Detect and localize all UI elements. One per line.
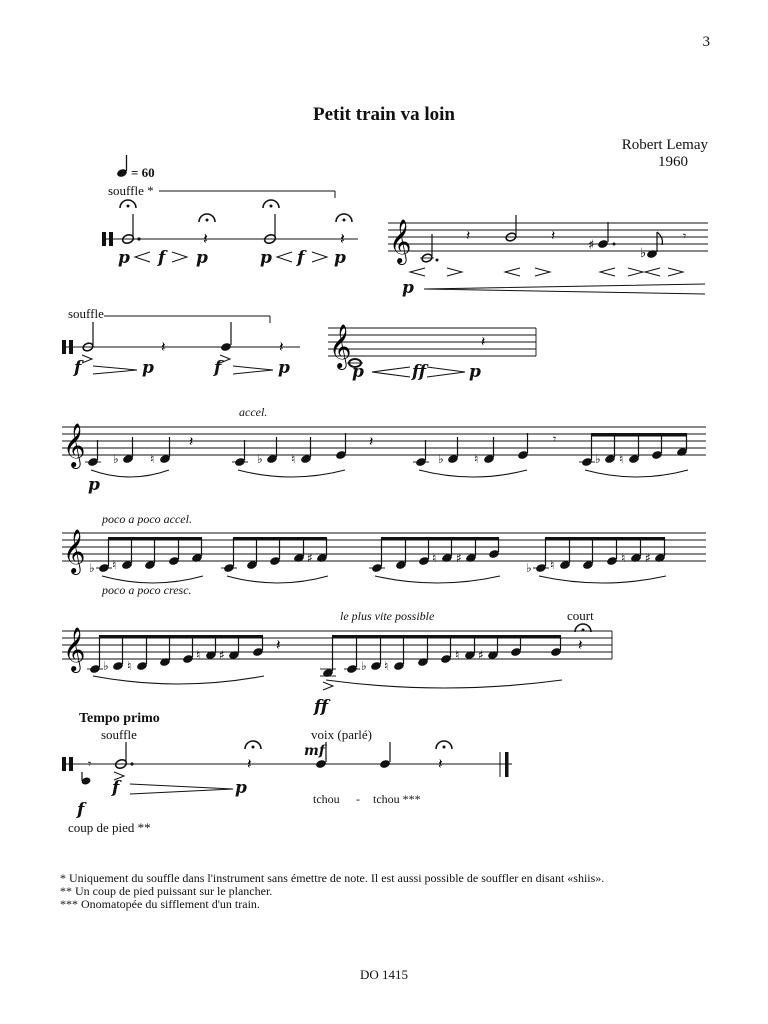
- dynamic: f: [74, 358, 82, 378]
- svg-text:♮: ♮: [384, 659, 389, 673]
- quarter-rest: 𝄽: [276, 636, 281, 654]
- system-3: [62, 423, 706, 477]
- treble-clef-icon: 𝄞: [63, 529, 86, 573]
- dynamic: ff: [314, 697, 329, 717]
- quarter-note: [595, 452, 616, 466]
- quarter-rest: 𝄽: [161, 338, 166, 356]
- dynamic: p: [469, 362, 481, 382]
- svg-text:♭: ♭: [113, 452, 119, 466]
- svg-text:♭: ♭: [103, 659, 109, 673]
- dynamic: p: [196, 248, 208, 268]
- svg-text:♮: ♮: [432, 551, 437, 565]
- fermata-icon: [336, 214, 352, 222]
- expression-marking: le plus vite possible: [340, 609, 435, 623]
- system-5: [62, 624, 612, 690]
- composer-name: Robert Lemay: [621, 137, 708, 153]
- treble-clef-icon: 𝄞: [389, 219, 412, 263]
- treble-clef-icon: 𝄞: [63, 423, 86, 467]
- quarter-note: [291, 452, 312, 466]
- svg-text:♭: ♭: [438, 452, 444, 466]
- svg-text:♮: ♮: [619, 452, 624, 466]
- dynamic: p: [88, 475, 100, 495]
- spoken-note: [379, 742, 391, 769]
- quarter-note: [103, 659, 124, 673]
- quarter-note: [150, 452, 171, 466]
- quarter-note: [432, 551, 453, 565]
- quarter-note: [361, 659, 382, 673]
- footnote: * Uniquement du souffle dans l'instrument sans émettre de note. Il est aussi possible de souffler en disant «shiis».: [60, 871, 605, 885]
- dynamic: p: [142, 358, 154, 378]
- piece-title: Petit train va loin: [313, 104, 455, 125]
- footnote: *** Onomatopée du sifflement d'un train.: [60, 897, 260, 911]
- quarter-note: [456, 551, 477, 565]
- svg-text:♭: ♭: [257, 452, 263, 466]
- quarter-note: [579, 457, 595, 467]
- dynamic: ff: [412, 362, 427, 382]
- tempo-marking: = 60: [131, 165, 155, 180]
- svg-text:♭: ♭: [361, 659, 367, 673]
- fermata-icon: [436, 741, 452, 749]
- note-group: [87, 635, 562, 688]
- quarter-note: [455, 648, 476, 662]
- svg-text:♯: ♯: [219, 648, 225, 662]
- treble-clef-icon: 𝄞: [63, 627, 86, 671]
- svg-text:♭: ♭: [640, 246, 647, 261]
- expression-marking: accel.: [239, 405, 268, 419]
- quarter-rest: 𝄽: [203, 229, 208, 248]
- svg-text:♯: ♯: [478, 648, 484, 662]
- composition-year: 1960: [658, 154, 688, 170]
- svg-text:♮: ♮: [112, 558, 117, 572]
- diminuendo: [130, 784, 233, 794]
- quarter-note: [196, 648, 217, 662]
- svg-text:♯: ♯: [645, 551, 651, 565]
- svg-text:♯: ♯: [456, 551, 462, 565]
- quarter-note: [474, 452, 495, 466]
- quarter-note: [384, 659, 405, 673]
- technique-label: coup de pied **: [68, 820, 151, 835]
- half-note: [82, 322, 94, 363]
- quarter-note: [550, 558, 571, 572]
- lyric-hyphen: -: [356, 792, 360, 806]
- quarter-note: [220, 322, 232, 363]
- quarter-note: [85, 457, 101, 467]
- system-6: [62, 741, 512, 794]
- dynamic: p: [352, 362, 364, 382]
- quarter-note: [221, 563, 237, 573]
- lyric-syllable: tchou: [313, 792, 340, 806]
- dynamic: f: [77, 800, 85, 820]
- half-note: [263, 214, 276, 245]
- svg-text:♯: ♯: [588, 238, 595, 253]
- staff-lines: [388, 223, 708, 251]
- eighth-note: [640, 232, 662, 261]
- quarter-rest: 𝄽: [369, 434, 374, 450]
- svg-text:♮: ♮: [455, 648, 460, 662]
- quarter-note: [619, 452, 640, 466]
- footnote: ** Un coup de pied puissant sur le plancher.: [60, 884, 273, 898]
- lyric-syllable: tchou ***: [373, 792, 421, 806]
- fermata-icon: [263, 200, 279, 208]
- dynamic: p: [118, 248, 130, 268]
- svg-text:♭: ♭: [89, 561, 95, 575]
- technique-label: souffle *: [108, 183, 154, 198]
- quarter-rest: 𝄽: [279, 338, 284, 356]
- dotted-quarter-note: [588, 222, 616, 253]
- quarter-note: [113, 452, 134, 466]
- fermata-icon: [245, 741, 261, 749]
- quarter-rest: 𝄽: [481, 334, 486, 350]
- eighth-rest: 𝄾: [683, 229, 687, 243]
- note-group: [85, 432, 688, 477]
- technique-label: souffle: [68, 306, 104, 321]
- tempo-marking: Tempo primo: [79, 711, 160, 726]
- svg-text:♯: ♯: [307, 551, 313, 565]
- dynamic: p: [334, 248, 346, 268]
- quarter-note: [413, 457, 429, 467]
- quarter-note: [478, 648, 499, 662]
- quarter-note: [87, 664, 103, 674]
- dynamic: p: [260, 248, 272, 268]
- svg-text:♮: ♮: [291, 452, 296, 466]
- eighth-rest: 𝄾: [88, 757, 92, 771]
- footnotes: [60, 872, 604, 911]
- dotted-half-note: [121, 214, 140, 245]
- svg-text:♮: ♮: [550, 558, 555, 572]
- quarter-note: [621, 551, 642, 565]
- quarter-note: [232, 457, 248, 467]
- quarter-note: [369, 563, 385, 573]
- dynamic: f: [158, 248, 166, 268]
- svg-text:♭: ♭: [526, 561, 532, 575]
- catalog-code: DO 1415: [359, 967, 409, 982]
- quarter-note: [112, 558, 133, 572]
- dynamic: p: [235, 778, 247, 798]
- treble-clef-icon: 𝄞: [329, 324, 352, 368]
- system-4: [62, 529, 706, 583]
- quarter-rest: 𝄽: [189, 434, 194, 450]
- quarter-rest: 𝄽: [438, 755, 443, 773]
- expression-marking: poco a poco accel.: [102, 512, 192, 526]
- quarter-note: [645, 551, 666, 565]
- quarter-note: [127, 659, 148, 673]
- quarter-note: [257, 452, 278, 466]
- quarter-rest: 𝄽: [578, 636, 583, 654]
- quarter-rest: 𝄽: [340, 229, 345, 248]
- fermata-icon: [120, 200, 136, 208]
- dynamic: p: [402, 278, 414, 298]
- svg-text:♮: ♮: [621, 551, 626, 565]
- quarter-note: [307, 551, 328, 565]
- svg-text:♮: ♮: [150, 452, 155, 466]
- dynamic: p: [278, 358, 290, 378]
- quarter-note: [344, 664, 360, 674]
- dynamic: f: [297, 248, 305, 268]
- quarter-rest: 𝄽: [466, 228, 471, 244]
- svg-text:♮: ♮: [474, 452, 479, 466]
- half-note: [505, 215, 517, 242]
- system-2: [62, 316, 536, 377]
- dotted-half-note: [420, 234, 439, 263]
- dynamic: f: [214, 358, 222, 378]
- svg-text:♮: ♮: [127, 659, 132, 673]
- eighth-rest: 𝄾: [553, 432, 557, 446]
- quarter-rest: 𝄽: [247, 755, 252, 773]
- dynamic: mf: [304, 743, 325, 759]
- quarter-note-icon: [116, 155, 128, 178]
- eighth-note-stem-down: [81, 772, 92, 786]
- quarter-rest: 𝄽: [551, 228, 556, 244]
- quarter-note: [219, 648, 240, 662]
- expression-marking: court: [567, 608, 594, 623]
- svg-text:♭: ♭: [595, 452, 601, 466]
- technique-label: souffle: [101, 727, 137, 742]
- note-group: [89, 537, 666, 583]
- quarter-note: [438, 452, 459, 466]
- fermata-icon: [199, 214, 215, 222]
- expression-marking: poco a poco cresc.: [102, 583, 192, 597]
- page-number: 3: [702, 34, 710, 50]
- dotted-half-note: [114, 742, 134, 780]
- technique-label: voix (parlé): [311, 727, 373, 742]
- svg-text:♮: ♮: [196, 648, 201, 662]
- dynamic: f: [112, 778, 120, 798]
